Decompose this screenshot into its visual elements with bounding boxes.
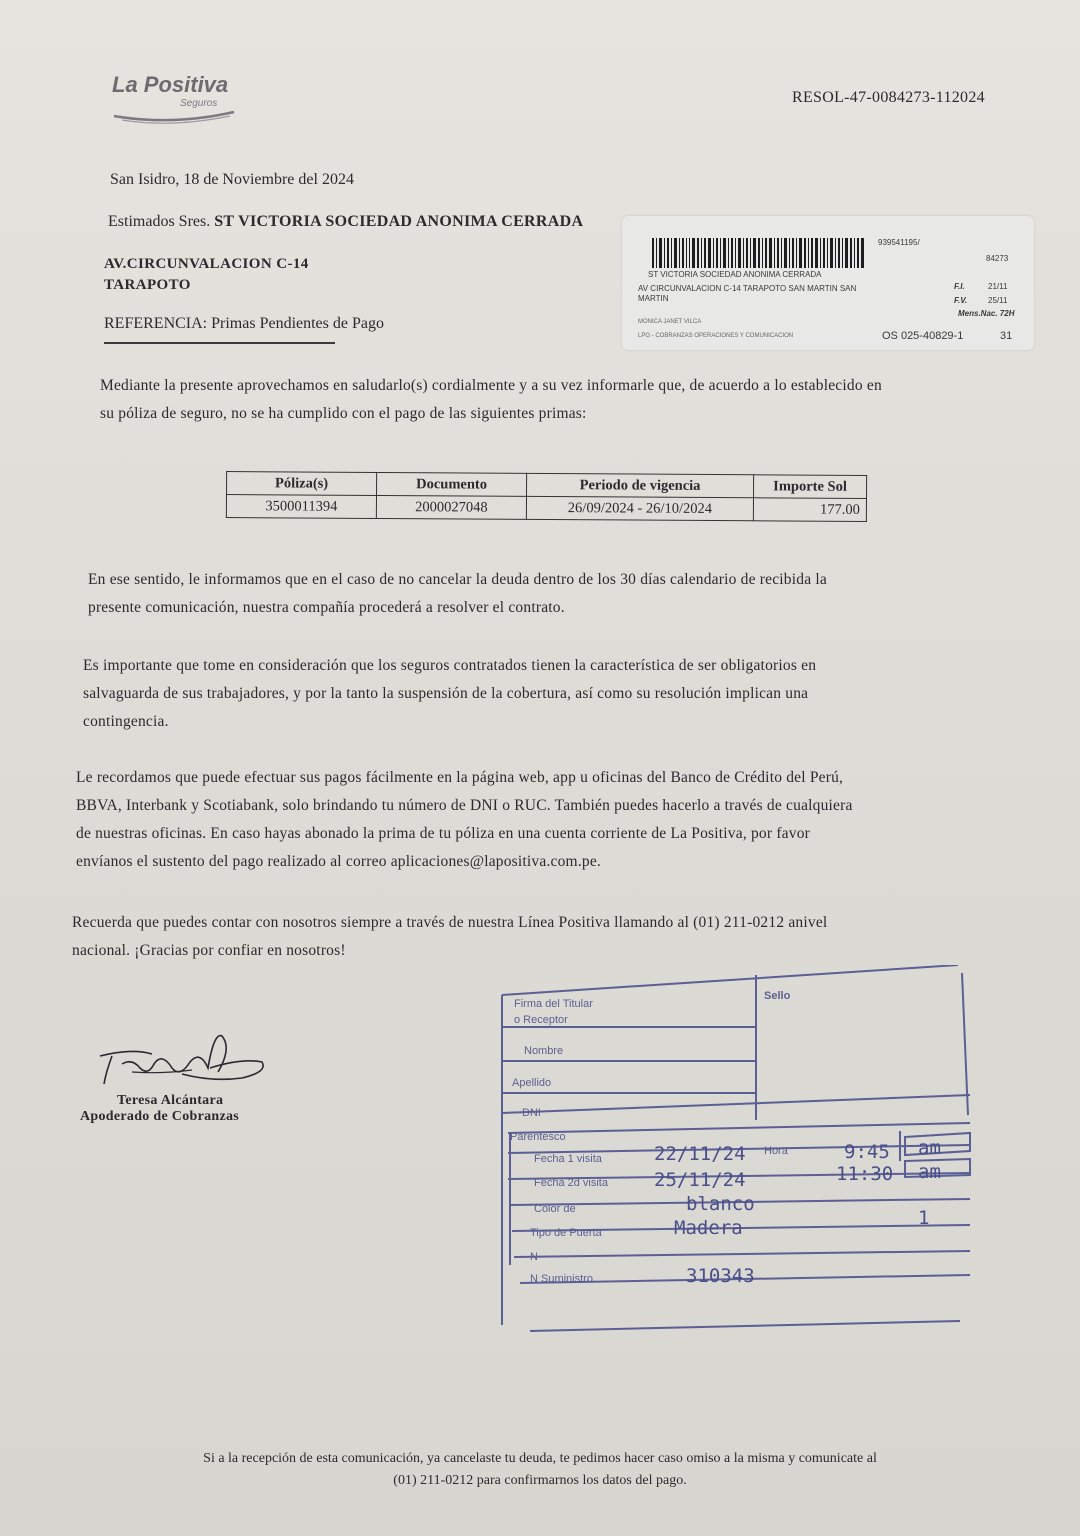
- text-line: Es importante que tome en consideración que los seguros contratados tienen la característica de ser obligatorios en: [83, 657, 817, 674]
- label-dept: LPG - COBRANZAS OPERACIONES Y COMUNICACION: [638, 333, 794, 339]
- column-header: Periodo de vigencia: [527, 473, 754, 497]
- stamp-hora-label: Hora: [764, 1145, 788, 1157]
- stamp-suministro-label: N Suministro: [530, 1273, 593, 1285]
- address-line: AV.CIRCUNVALACION C-14: [104, 256, 309, 272]
- label-code-right: 84273: [986, 254, 1009, 263]
- address-city: TARAPOTO: [104, 277, 191, 293]
- delivery-stamp: [500, 965, 975, 1335]
- label-fv-value: 25/11: [988, 296, 1008, 305]
- column-header: Importe Sol: [753, 475, 866, 499]
- importance-paragraph: [83, 652, 816, 736]
- greeting: [108, 213, 583, 231]
- company-logo: La Positiva: [112, 72, 229, 97]
- intro-paragraph: [100, 372, 882, 428]
- signer-role: Apoderado de Cobranzas: [80, 1109, 240, 1124]
- label-fv: F.V.: [954, 296, 968, 305]
- resolution-paragraph: [88, 566, 827, 622]
- stamp-puerta-label: Tipo de Puerta: [530, 1227, 602, 1239]
- label-address: AV CIRCUNVALACION C-14 TARAPOTO SAN MARTIN SAN: [638, 284, 857, 293]
- table-cell: 26/09/2024 - 26/10/2024: [526, 496, 753, 520]
- stamp-color-label: Color de: [534, 1203, 576, 1215]
- text-line: presente comunicación, nuestra compañía procederá a resolver el contrato.: [88, 599, 565, 616]
- stamp-receptor-label: o Receptor: [514, 1014, 568, 1026]
- text-line: nacional. ¡Gracias por confiar en nosotros!: [72, 942, 346, 959]
- text-line: contingencia.: [83, 713, 169, 730]
- handwritten-count: 1: [918, 1207, 930, 1229]
- handwritten-color: blanco: [686, 1193, 755, 1215]
- label-os-code: OS 025-40829-1: [882, 330, 964, 342]
- payment-paragraph: [76, 764, 853, 876]
- text-line: Recuerda que puedes contar con nosotros siempre a través de nuestra Línea Positiva llamando al (01) 211-0212 anivel: [72, 914, 828, 931]
- table-cell: 2000027048: [376, 495, 526, 519]
- label-agent: MONICA JANET VILCA: [638, 319, 702, 325]
- handwritten-date-2: 25/11/24: [654, 1169, 746, 1191]
- pending-premiums-table: [226, 471, 867, 522]
- stamp-parentesco-label: Parentesco: [510, 1131, 566, 1143]
- greeting-prefix: Estimados Sres.: [108, 213, 211, 230]
- stamp-dni-label: DNI: [522, 1107, 541, 1119]
- logo-swoosh-icon: [112, 104, 237, 124]
- stamp-nombre-label: Nombre: [524, 1045, 564, 1057]
- handwritten-time-2: 11:30: [836, 1163, 894, 1185]
- stamp-sello-label: Sello: [764, 990, 791, 1002]
- company-logo-sub: Seguros: [180, 98, 218, 109]
- stamp-fecha2-label: Fecha 2d visita: [534, 1177, 608, 1189]
- text-line: envíanos el sustento del pago realizado al correo aplicaciones@lapositiva.com.pe.: [76, 853, 601, 870]
- text-line: En ese sentido, le informamos que en el caso de no cancelar la deuda dentro de los 30 días calendario de recibida la: [88, 571, 827, 588]
- text-line: Si a la recepción de esta comunicación, ya cancelaste tu deuda, te pedimos hacer caso omiso a la misma y comunicate al: [203, 1451, 877, 1466]
- table-cell: 3500011394: [226, 495, 376, 519]
- text-line: salvaguarda de sus trabajadores, y por la tanto la suspensión de la cobertura, así como su resolución implican una: [83, 685, 809, 702]
- text-line: (01) 211-0212 para confirmarnos los datos del pago.: [393, 1473, 687, 1488]
- contact-paragraph: [72, 909, 827, 965]
- column-header: Póliza(s): [227, 472, 377, 496]
- label-service: Mens.Nac. 72H: [958, 309, 1015, 318]
- table-row: [226, 495, 866, 522]
- text-line: su póliza de seguro, no se ha cumplido con el pago de las siguientes primas:: [100, 405, 587, 422]
- text-line: BBVA, Interbank y Scotiabank, solo brindando tu número de DNI o RUC. También puedes hacerlo a través de cualquiera: [76, 797, 853, 814]
- resolution-code: RESOL-47-0084273-112024: [792, 89, 985, 106]
- handwritten-door: Madera: [674, 1217, 743, 1239]
- handwritten-am-1: am: [918, 1137, 941, 1159]
- footer-note: [140, 1448, 940, 1492]
- text-line: Le recordamos que puede efectuar sus pagos fácilmente en la página web, app u oficinas del Banco de Crédito del Perú,: [76, 769, 844, 786]
- recipient-address: [104, 254, 309, 296]
- barcode-icon: [652, 238, 867, 268]
- label-company: ST VICTORIA SOCIEDAD ANONIMA CERRADA: [648, 270, 822, 279]
- label-fi: F.I.: [954, 282, 965, 291]
- text-line: de nuestras oficinas. En caso hayas abonado la prima de tu póliza en una cuenta corriente de La Positiva, por favor: [76, 825, 811, 842]
- shipping-label: [622, 216, 1034, 350]
- table-cell: 177.00: [753, 498, 866, 522]
- handwritten-number: 310343: [686, 1265, 755, 1287]
- handwritten-am-2: am: [918, 1161, 941, 1183]
- column-header: Documento: [377, 472, 527, 496]
- letter-date: San Isidro, 18 de Noviembre del 2024: [110, 171, 354, 188]
- reference-line: REFERENCIA: Primas Pendientes de Pago: [104, 315, 384, 332]
- handwritten-time-1: 9:45: [844, 1141, 890, 1163]
- text-line: Mediante la presente aprovechamos en saludarlo(s) cordialmente y a su vez informarle que, de acuerdo a lo establecido en: [100, 377, 882, 394]
- label-fi-value: 21/11: [988, 282, 1008, 291]
- stamp-fecha1-label: Fecha 1 visita: [534, 1153, 602, 1165]
- label-os-number: 31: [1000, 330, 1013, 342]
- reference-underline: [104, 342, 335, 344]
- signature-icon: [92, 1028, 272, 1098]
- stamp-apellido-label: Apellido: [512, 1077, 552, 1089]
- signer-name: Teresa Alcántara: [117, 1093, 224, 1108]
- stamp-n-label: N: [530, 1251, 538, 1263]
- stamp-firma-label: Firma del Titular: [514, 998, 593, 1010]
- recipient-name: ST VICTORIA SOCIEDAD ANONIMA CERRADA: [214, 213, 584, 230]
- label-barcode-number: 939541195/: [878, 238, 920, 247]
- label-address-2: MARTIN: [638, 294, 669, 303]
- handwritten-date-1: 22/11/24: [654, 1143, 746, 1165]
